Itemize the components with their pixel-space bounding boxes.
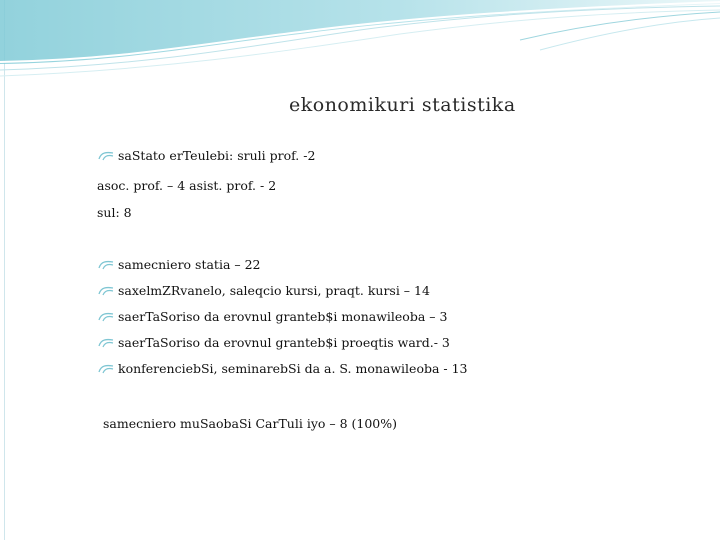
list-item	[97, 285, 430, 298]
list-item	[97, 150, 315, 163]
bullet-icon	[97, 259, 115, 271]
list-item-text: saxelmZRvanelo, saleqcio kursi, praqt. kursi – 14	[118, 283, 430, 298]
summary-text: samecniero muSaobaSi CarTuli iyo – 8 (100%)	[103, 416, 398, 431]
list-item-text: saStato erTeulebi: sruli prof. -2	[118, 148, 316, 163]
bullet-icon	[97, 150, 115, 162]
slide-title: ekonomikuri statistika	[289, 94, 516, 116]
list-item-text: samecniero statia – 22	[118, 257, 261, 272]
top-wave-banner	[0, 0, 720, 80]
list-item-text: saerTaSoriso da erovnul granteb$i proeqtis ward.- 3	[118, 335, 450, 350]
list-item-text: sul: 8	[97, 205, 132, 220]
list-item	[97, 363, 468, 376]
left-border-line	[4, 0, 5, 540]
bullet-icon	[97, 337, 115, 349]
bullet-icon	[97, 363, 115, 375]
list-item	[97, 311, 447, 324]
list-item	[97, 180, 276, 193]
summary-line	[103, 418, 397, 431]
bullet-icon	[97, 311, 115, 323]
list-item	[97, 207, 132, 220]
bullet-icon	[97, 285, 115, 297]
list-item	[97, 337, 450, 350]
list-item	[97, 259, 261, 272]
list-item-text: asoc. prof. – 4 asist. prof. - 2	[97, 178, 277, 193]
list-item-text: konferenciebSi, seminarebSi da a. S. monawileoba - 13	[118, 361, 468, 376]
list-item-text: saerTaSoriso da erovnul granteb$i monawileoba – 3	[118, 309, 448, 324]
